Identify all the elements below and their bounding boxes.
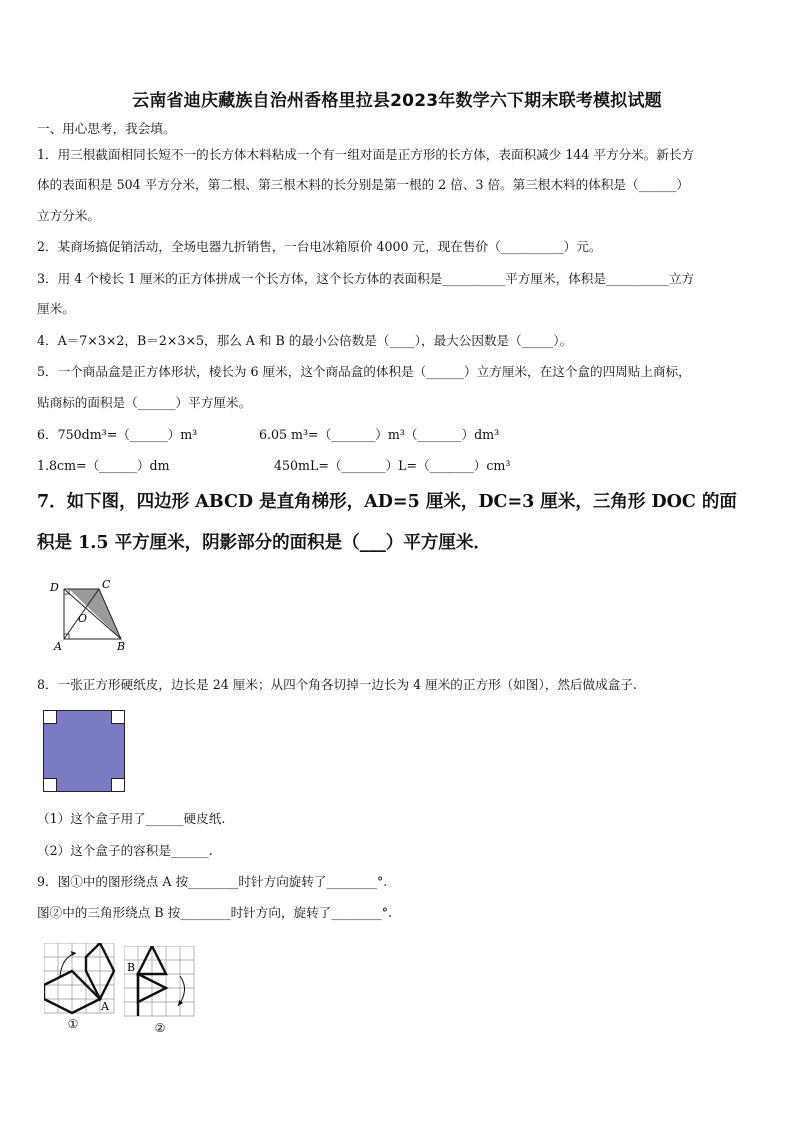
rotation-grid-figure-1 [44,943,116,1031]
label-o: O [78,612,88,625]
rotation-grid-figure-2 [124,946,198,1036]
question-2: 2．某商场搞促销活动，全场电器九折销售，一台电冰箱原价 4000 元，现在售价（__________）元。 [37,239,602,254]
cut-corner-top-left [44,711,57,724]
question-8-sub-2: （2）这个盒子的容积是______. [37,843,213,858]
cardboard-square-figure [43,710,125,792]
figure-2-label: ② [154,1021,166,1035]
section-heading: 一、用心思考，我会填。 [37,121,176,136]
page-title: 云南省迪庆藏族自治州香格里拉县2023年数学六下期末联考模拟试题 [132,91,662,111]
arrow-head-icon [178,1000,183,1006]
cut-corner-top-right [112,711,125,724]
question-7-line-1: 7．如下图，四边形 ABCD 是直角梯形，AD=5 厘米，DC=3 厘米，三角形 DOC 的面 [37,492,737,512]
grid-lines-2 [124,946,194,1016]
question-5-line-1: 5．一个商品盒是正方体形状，棱长为 6 厘米，这个商品盒的体积是（______）立方厘米，在这个盒的四周贴上商标， [37,364,691,379]
question-6-part-a: 6．750dm³=（______）m³ [37,427,198,442]
cut-corner-bottom-left [44,779,57,792]
label-a: A [54,640,62,653]
question-6-part-b: 6.05 m³=（_______）m³（_______）dm³ [259,427,500,442]
label-d: D [50,581,59,594]
question-1-line-2: 体的表面积是 504 平方分米，第二根、第三根木料的长分别是第一根的 2 倍、3 倍。第三根木料的体积是（______） [37,177,689,192]
question-7-line-2: 积是 1.5 平方厘米，阴影部分的面积是（___）平方厘米． [37,533,491,553]
question-8-sub-1: （1）这个盒子用了______硬皮纸. [37,811,226,826]
point-a-label: A [101,1000,109,1013]
question-1-line-1: 1．用三根截面相同长短不一的长方体木料粘成一个有一组对面是正方形的长方体，表面积减少 144 平方分米。新长方 [37,147,695,162]
question-5-line-2: 贴商标的面积是（______）平方厘米。 [37,395,252,410]
label-b: B [117,640,126,653]
question-6-part-d: 450mL=（_______）L=（_______）cm³ [274,458,511,473]
question-3-line-1: 3．用 4 个棱长 1 厘米的正方体拼成一个长方体，这个长方体的表面积是__________平方厘米，体积是__________立方 [37,271,695,286]
trapezoid-figure [44,576,134,654]
question-6-part-c: 1.8cm=（______）dm [37,458,170,473]
figure-1-label: ① [67,1017,79,1031]
question-1-line-3: 立方分米。 [37,208,100,223]
question-8-line-1: 8．一张正方形硬纸皮，边长是 24 厘米；从四个角各切掉一边长为 4 厘米的正方形（如图），然后做成盒子. [37,677,637,692]
cut-corner-bottom-right [112,779,125,792]
question-9-line-1: 9．图①中的图形绕点 A 按________时针方向旋转了________°. [37,874,388,889]
point-b-label: B [127,961,136,974]
label-c: C [102,578,111,591]
question-4: 4．A＝7×3×2，B＝2×3×5，那么 A 和 B 的最小公倍数是（____），最大公因数是（_____）。 [37,333,573,348]
question-3-line-2: 厘米。 [37,301,75,316]
question-9-line-2: 图②中的三角形绕点 B 按________时针方向，旋转了________°. [37,905,392,920]
